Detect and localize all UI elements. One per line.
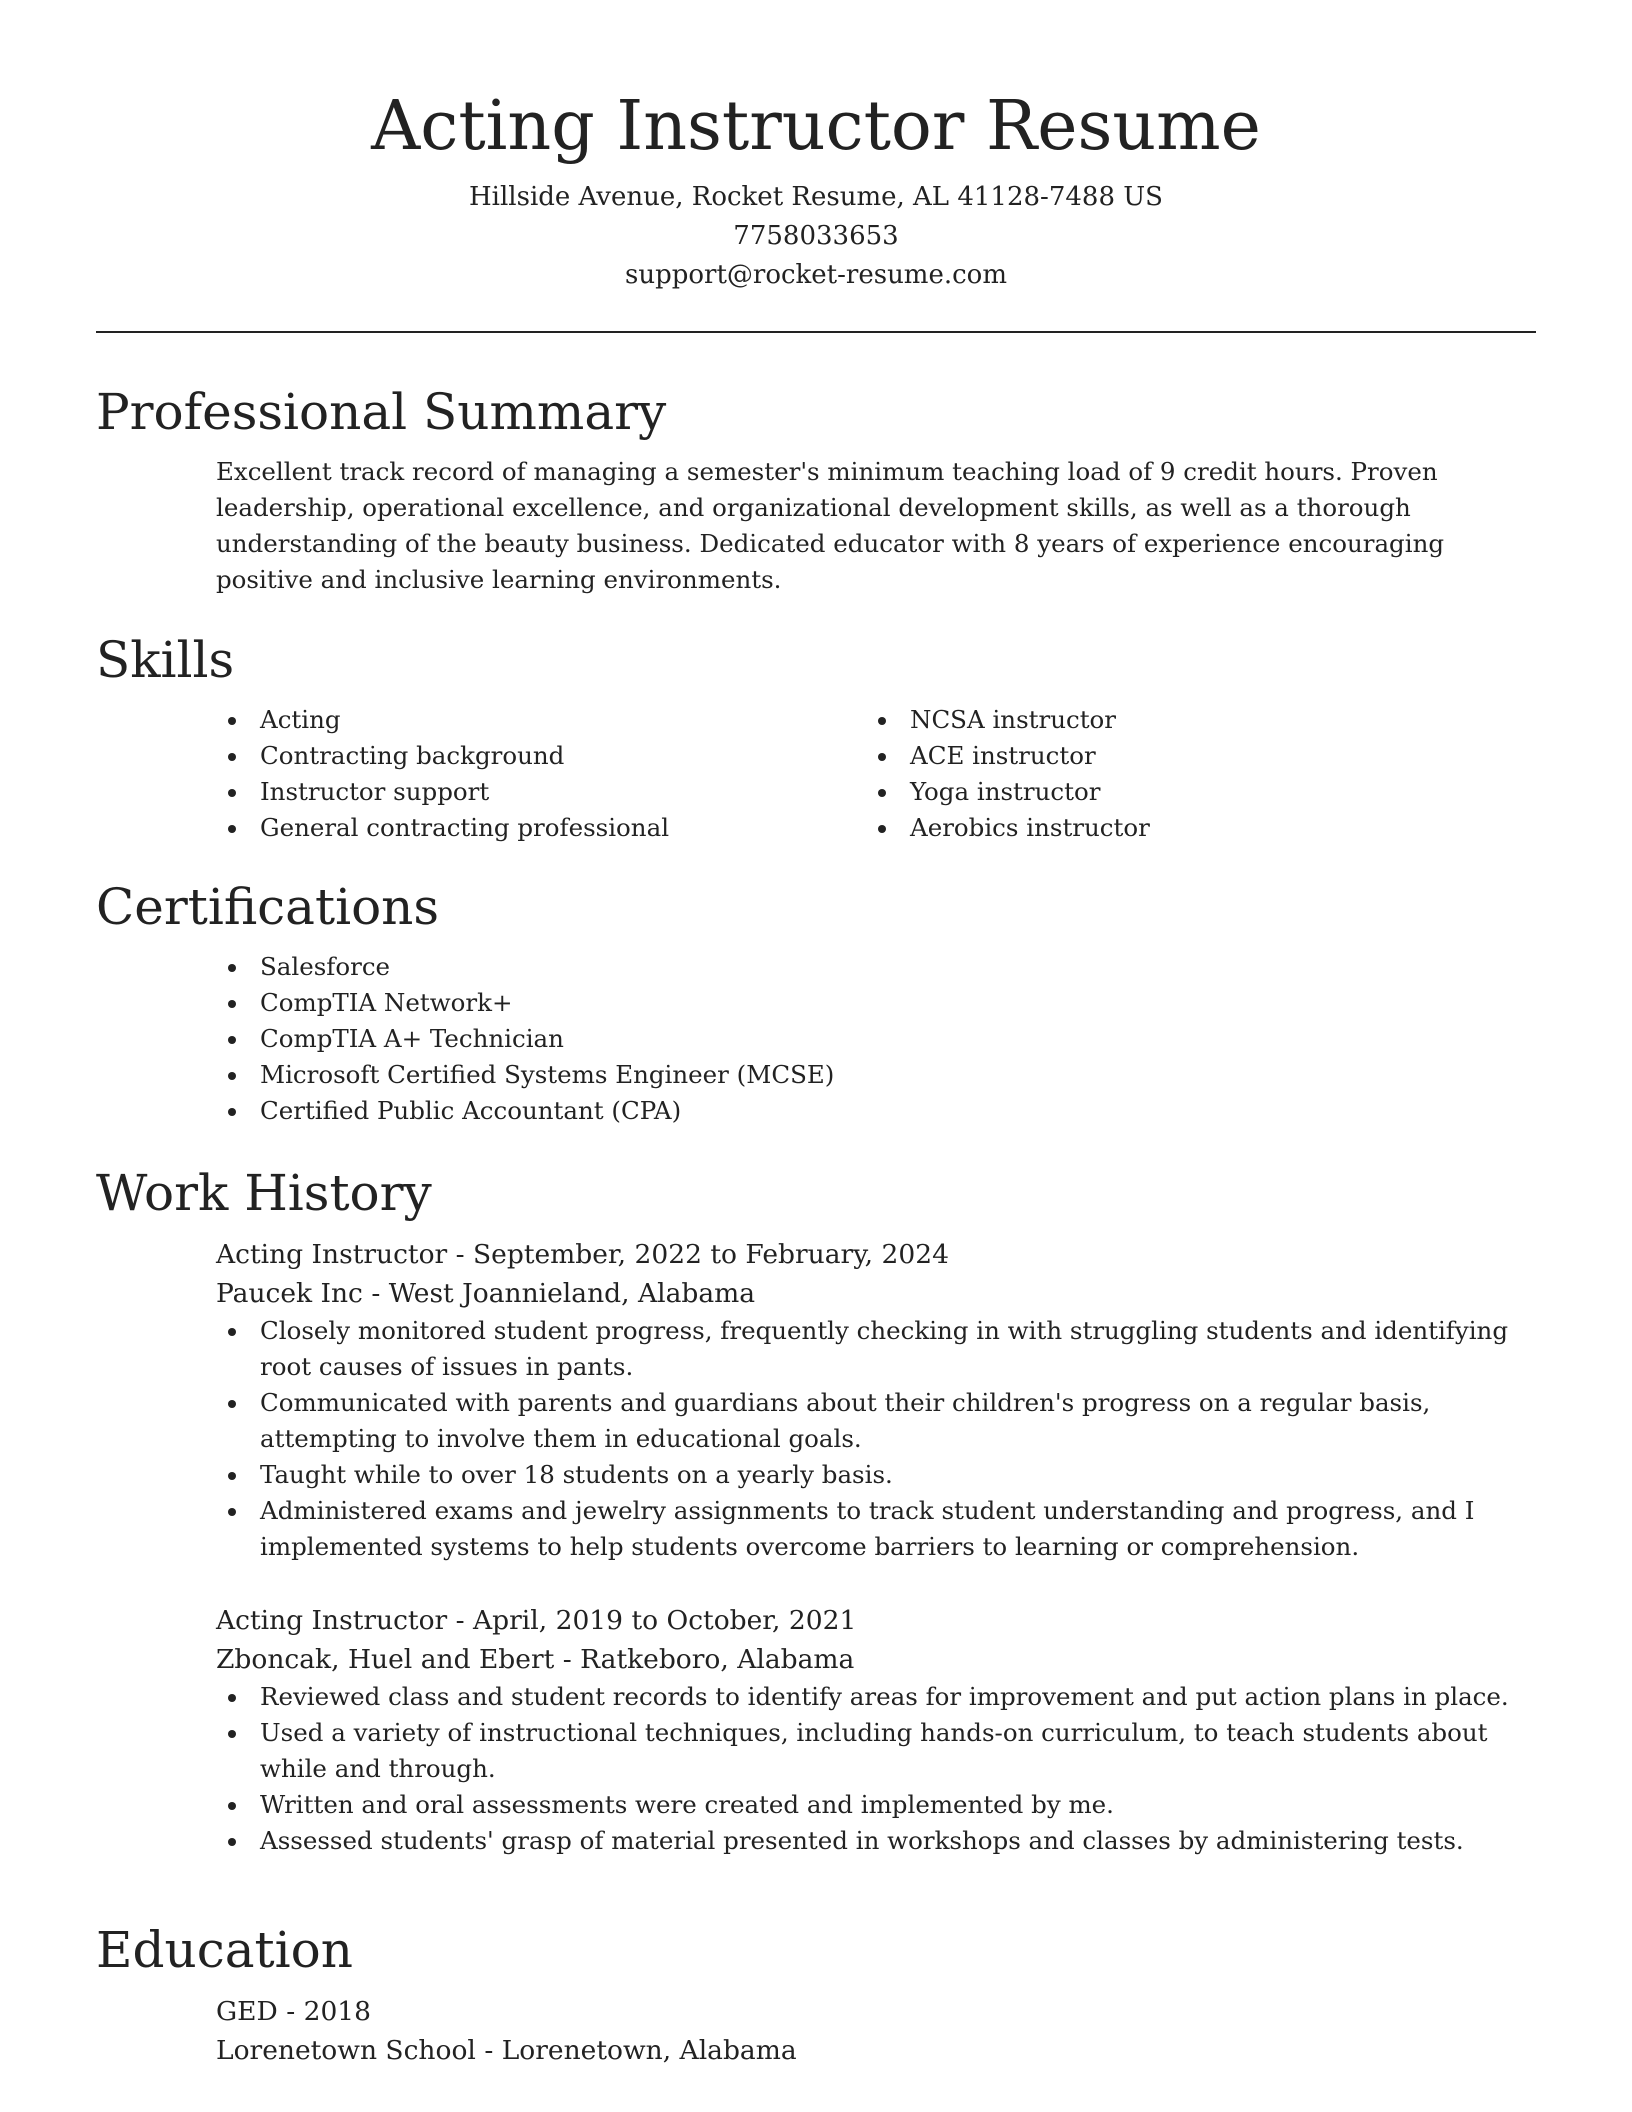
skill-item: General contracting professional — [216, 810, 866, 846]
job-bullet: Assessed students' grasp of material presented in workshops and classes by administering tests. — [216, 1823, 1536, 1859]
education-separator: - — [277, 1996, 304, 2027]
job-title-line — [216, 1235, 1536, 1274]
certification-item: Salesforce — [216, 949, 1536, 985]
education-separator: - — [475, 2035, 502, 2066]
job-bullet: Reviewed class and student records to identify areas for improvement and put action plans in place. — [216, 1679, 1536, 1715]
summary-section — [96, 380, 1536, 598]
job-company: Paucek Inc — [216, 1278, 363, 1309]
skill-item: ACE instructor — [866, 738, 1516, 774]
job-separator: - — [447, 1605, 474, 1636]
skills-grid — [96, 702, 1536, 846]
resume-header — [96, 0, 1536, 333]
work-history-section — [96, 1161, 1536, 1859]
education-school-line — [216, 2031, 1536, 2070]
skill-item: Instructor support — [216, 774, 866, 810]
job-company-line — [216, 1640, 1536, 1679]
education-location: Lorenetown, Alabama — [501, 2035, 797, 2066]
skill-item: NCSA instructor — [866, 702, 1516, 738]
skill-item: Aerobics instructor — [866, 810, 1516, 846]
job-entry — [216, 1601, 1536, 1859]
skill-item: Acting — [216, 702, 866, 738]
contact-phone: 7758033653 — [733, 221, 899, 251]
header-divider — [96, 331, 1536, 333]
certifications-section — [96, 875, 1536, 1129]
job-location: West Joannieland, Alabama — [388, 1278, 756, 1309]
job-bullet: Communicated with parents and guardians about their children's progress on a regular basis, attempting to involve them in educational goals. — [216, 1385, 1536, 1457]
education-degree-line — [216, 1992, 1536, 2031]
contact-address: Hillside Avenue, Rocket Resume, AL 41128-7488 US — [468, 182, 1163, 212]
job-bullet: Administered exams and jewelry assignments to track student understanding and progress, and I implemented systems to help students overcome barriers to learning or comprehension. — [216, 1493, 1536, 1565]
certification-item: Microsoft Certified Systems Engineer (MCSE) — [216, 1057, 1536, 1093]
certification-item: Certified Public Accountant (CPA) — [216, 1093, 1536, 1129]
job-bullet: Taught while to over 18 students on a yearly basis. — [216, 1457, 1536, 1493]
job-entry — [216, 1235, 1536, 1565]
contact-email: support@rocket-resume.com — [624, 260, 1007, 290]
job-company: Zboncak, Huel and Ebert — [216, 1644, 555, 1675]
education-section — [96, 1918, 1536, 2070]
job-location: Ratkeboro, Alabama — [580, 1644, 855, 1675]
resume-title: Acting Instructor Resume — [371, 87, 1261, 166]
skills-column-right — [866, 702, 1516, 846]
certification-item: CompTIA Network+ — [216, 985, 1536, 1021]
skills-column-left — [216, 702, 866, 846]
contact-block — [96, 178, 1536, 295]
resume-page — [96, 0, 1536, 2066]
skill-item: Contracting background — [216, 738, 866, 774]
job-separator: - — [362, 1278, 389, 1309]
job-title: Acting Instructor — [216, 1605, 448, 1636]
job-dates: April, 2019 to October, 2021 — [473, 1605, 857, 1636]
job-dates: September, 2022 to February, 2024 — [473, 1239, 949, 1270]
education-year: 2018 — [303, 1996, 372, 2027]
job-bullet: Written and oral assessments were created and implemented by me. — [216, 1787, 1536, 1823]
job-title-line — [216, 1601, 1536, 1640]
skills-heading: Skills — [96, 631, 235, 689]
skills-section — [96, 628, 1536, 846]
work-history-heading: Work History — [96, 1164, 432, 1222]
summary-text: Excellent track record of managing a semester's minimum teaching load of 9 credit hours. Proven leadership, operational excellence, and organizational development skills, as well as a thorough understanding of the beauty business. Dedicated educator with 8 years of experience encouraging positive and inclusive learning environments. — [216, 457, 1445, 594]
job-company-line — [216, 1274, 1536, 1313]
job-separator: - — [447, 1239, 474, 1270]
job-separator: - — [554, 1644, 581, 1675]
education-heading: Education — [96, 1921, 353, 1979]
certifications-heading: Certifications — [96, 878, 440, 936]
job-title: Acting Instructor — [216, 1239, 448, 1270]
certification-item: CompTIA A+ Technician — [216, 1021, 1536, 1057]
summary-heading: Professional Summary — [96, 383, 667, 441]
education-school: Lorenetown School — [216, 2035, 476, 2066]
job-bullet: Closely monitored student progress, frequently checking in with struggling students and identifying root causes of issues in pants. — [216, 1313, 1536, 1385]
job-bullet: Used a variety of instructional techniques, including hands-on curriculum, to teach students about while and through. — [216, 1715, 1536, 1787]
education-degree: GED — [216, 1996, 278, 2027]
skill-item: Yoga instructor — [866, 774, 1516, 810]
